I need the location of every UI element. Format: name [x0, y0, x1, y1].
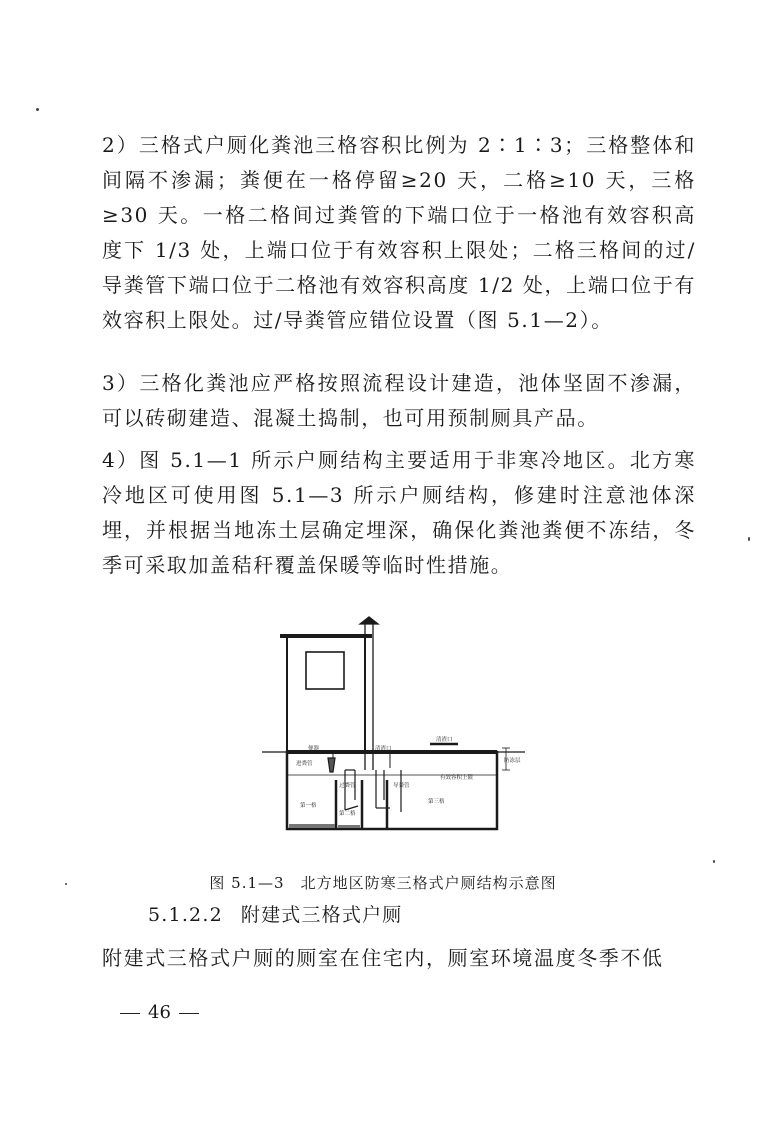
label-chamber2: 第二格: [339, 811, 356, 817]
paragraph-item-4: 4）图 5.1—1 所示户厕结构主要适用于非寒冷地区。北方寒冷地区可使用图 5.1—3 所示户厕结构，修建时注意池体深埋，并根据当地冻土层确定埋深，确保化粪池粪便不冻结，冬季可采取加盖秸秆覆盖保暖等临时性措施。: [102, 448, 696, 577]
sediment: [289, 824, 360, 828]
septic-tank: [286, 744, 497, 829]
label-inlet: 进粪管: [296, 761, 313, 767]
paragraph-item-3: 3）三格化粪池应严格按照流程设计建造，池体坚固不渗漏，可以砖砌建造、混凝土捣制，也可用预制厕具产品。: [102, 371, 696, 430]
figure-caption: [0, 873, 766, 893]
house-superstructure: [280, 636, 372, 752]
paragraph-item-2: 2）三格式户厕化粪池三格容积比例为 2∶1∶3；三格整体和间隔不渗漏；粪便在一格停留≥20 天，二格≥10 天，三格≥30 天。一格二格间过粪管的下端口位于一格池有效容积高度下 1/3 处，上端口位于有效容积上限处；二格三格间的过/导粪管下端口位于二格池有效容积高度 1/2 处，上端口位于有效容积上限处。过/导粪管应错位设置（图 5.1—2）。: [102, 133, 696, 332]
scan-speck: [36, 108, 39, 111]
scan-speck: [65, 883, 67, 885]
section-number: 5.1.2.2: [148, 904, 223, 926]
section-title: 附建式三格式户厕: [240, 904, 403, 926]
paragraph-attached: 附建式三格式户厕的厕室在住宅内，厕室环境温度冬季不低: [102, 946, 664, 970]
label-lid: 清渣口: [436, 737, 453, 743]
scan-speck: [748, 537, 750, 541]
section-heading: [148, 900, 402, 930]
label-pipe2: 导粪管: [393, 783, 410, 789]
label-chamber3: 第三格: [428, 799, 445, 805]
label-insulation: 防冻层: [504, 758, 521, 764]
label-cleanout: 清渣口: [375, 746, 392, 752]
label-level: 有效容积上限: [440, 775, 474, 781]
caption-title: 北方地区防寒三格式户厕结构示意图: [300, 874, 557, 892]
diagram-labels: [296, 735, 521, 817]
caption-number: 图 5.1—3: [209, 874, 285, 892]
scan-speck: [713, 860, 715, 863]
label-chamber1: 第一格: [300, 803, 317, 809]
label-pipe1: 过粪管: [339, 783, 356, 789]
label-pedal: 便器: [308, 746, 320, 752]
page-number: 46: [112, 1002, 207, 1024]
